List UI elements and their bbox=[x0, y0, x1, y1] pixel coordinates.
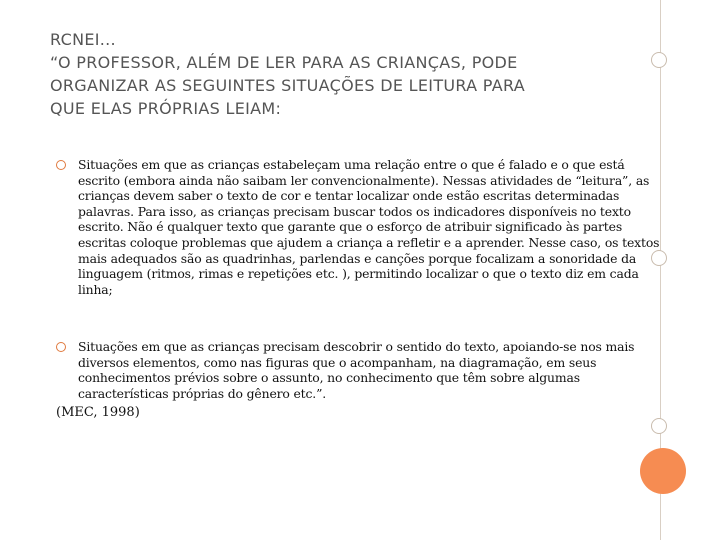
title-line: “O PROFESSOR, ALÉM DE LER PARA AS CRIANÇAS, PODE bbox=[50, 53, 518, 72]
bullet-circle-icon bbox=[56, 160, 66, 170]
slide-title bbox=[50, 28, 650, 120]
title-line: ORGANIZAR AS SEGUINTES SITUAÇÕES DE LEITURA PARA bbox=[50, 76, 525, 95]
bullet-circle-icon bbox=[56, 342, 66, 352]
bullet-text: Situações em que as crianças precisam descobrir o sentido do texto, apoiando-se nos mais diversos elementos, como nas figuras que o acompanham, na diagramação, em seus conhecimentos prévios sobre o assunto, no conhecimento que têm sobre algumas características próprias do gênero etc.”. bbox=[78, 339, 635, 401]
title-line: QUE ELAS PRÓPRIAS LEIAM: bbox=[50, 99, 282, 118]
source-citation: (MEC, 1998) bbox=[56, 405, 140, 420]
ring-decoration bbox=[651, 52, 667, 68]
title-line: RCNEI... bbox=[50, 30, 116, 49]
bullet-text: Situações em que as crianças estabeleçam uma relação entre o que é falado e o que está escrito (embora ainda não saibam ler convencionalmente). Nessas atividades de “leitura”, as crianças devem saber o texto de cor e tentar localizar onde estão escritas determinadas palavras. Para isso, as crianças precisam buscar todos os indicadores disponíveis no texto escrito. Não é qualquer texto que garante que o esforço de atribuir significado às partes escritas coloque problemas que ajudem a criança a refletir e a aprender. Nesse caso, os textos mais adequados são as quadrinhas, parlendas e canções porque focalizam a sonoridade da linguagem (ritmos, rimas e repetições etc. ), permitindo localizar o que o texto diz em cada linha; bbox=[78, 157, 660, 297]
orange-circle-decoration bbox=[640, 448, 686, 494]
ring-decoration bbox=[651, 418, 667, 434]
